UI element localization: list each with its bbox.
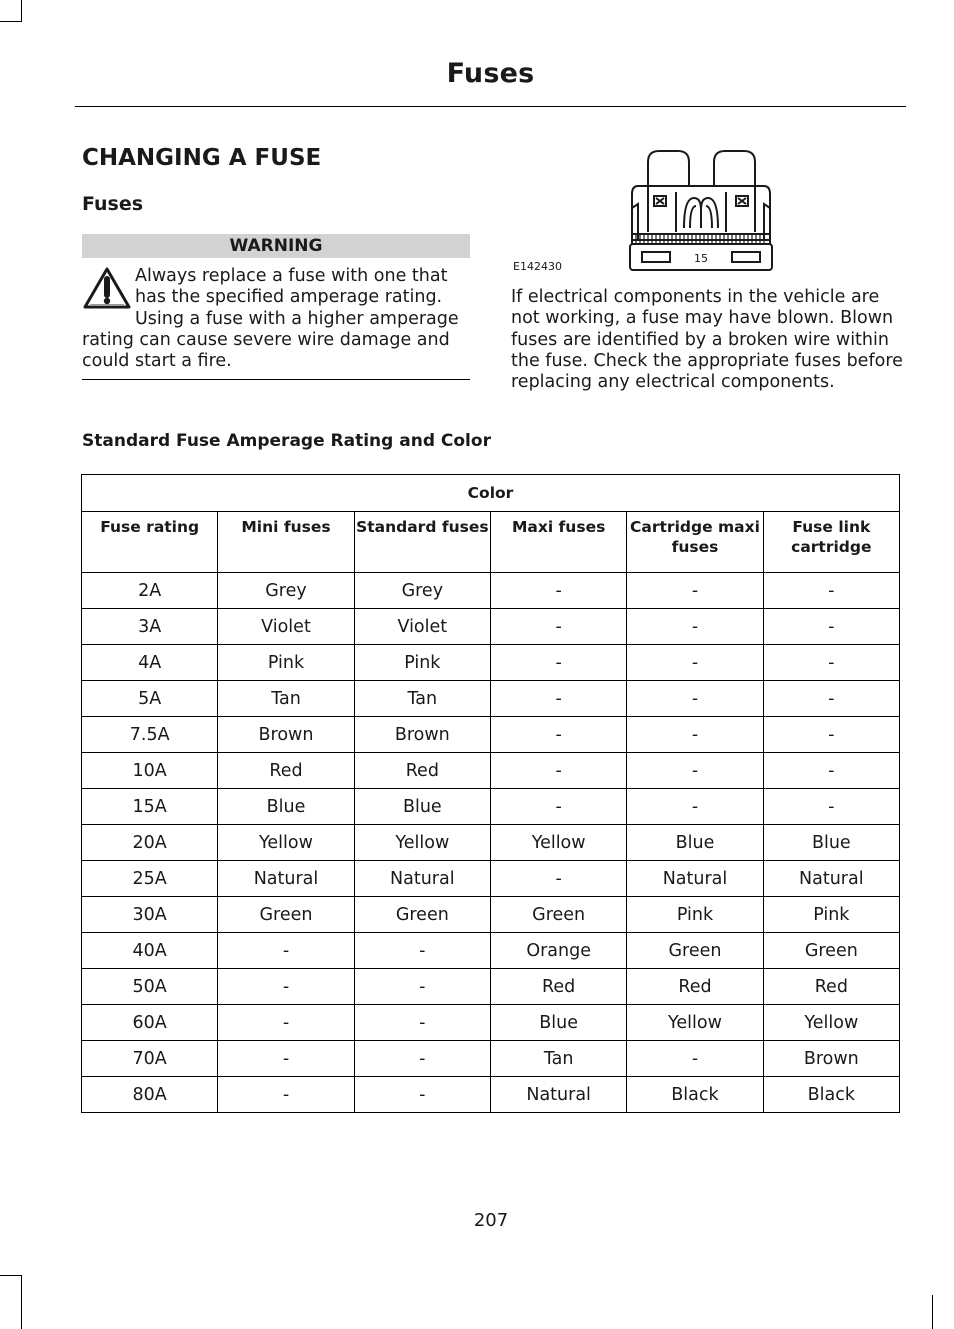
column-header: Maxi fuses bbox=[490, 512, 626, 573]
table-group-header-row bbox=[82, 475, 900, 512]
table-cell: 30A bbox=[82, 897, 218, 933]
table-cell: Pink bbox=[218, 645, 354, 681]
table-cell: 20A bbox=[82, 825, 218, 861]
column-header: Mini fuses bbox=[218, 512, 354, 573]
body-paragraph: If electrical components in the vehicle are not working, a fuse may have blown. Blown fuses are identified by a broken wire within the fuse. Check the appropriate fuses before replacing any electrical components. bbox=[511, 287, 903, 393]
table-cell: Blue bbox=[490, 1005, 626, 1041]
table-cell: - bbox=[627, 681, 763, 717]
table-cell: - bbox=[218, 1041, 354, 1077]
table-cell: Green bbox=[763, 933, 899, 969]
column-header: Standard fuses bbox=[354, 512, 490, 573]
figure-code: E142430 bbox=[513, 260, 562, 273]
table-cell: Pink bbox=[763, 897, 899, 933]
table-cell: Red bbox=[354, 753, 490, 789]
section-heading: CHANGING A FUSE bbox=[82, 145, 322, 171]
table-cell: - bbox=[218, 969, 354, 1005]
table-cell: Yellow bbox=[218, 825, 354, 861]
table-cell: - bbox=[218, 1077, 354, 1113]
table-cell: Brown bbox=[218, 717, 354, 753]
page-number: 207 bbox=[473, 1210, 509, 1231]
table-cell: - bbox=[627, 1041, 763, 1077]
fuse-rating-table bbox=[81, 474, 900, 1113]
table-cell: 60A bbox=[82, 1005, 218, 1041]
table-cell: - bbox=[490, 573, 626, 609]
table-group-header: Color bbox=[82, 475, 900, 512]
table-cell: - bbox=[627, 573, 763, 609]
table-cell: - bbox=[763, 681, 899, 717]
table-row bbox=[82, 717, 900, 753]
warning-text: Always replace a fuse with one that has the specified amperage rating. Using a fuse with a higher amperage rating can cause severe wire damage and could start a fire. bbox=[82, 266, 459, 372]
table-row bbox=[82, 645, 900, 681]
table-title: Standard Fuse Amperage Rating and Color bbox=[82, 431, 491, 451]
page-title: Fuses bbox=[446, 58, 535, 89]
table-cell: Natural bbox=[218, 861, 354, 897]
column-header: Fuse link cartridge bbox=[763, 512, 899, 573]
table-cell: Natural bbox=[763, 861, 899, 897]
table-cell: Blue bbox=[218, 789, 354, 825]
table-cell: Yellow bbox=[763, 1005, 899, 1041]
table-cell: - bbox=[763, 609, 899, 645]
table-row bbox=[82, 1077, 900, 1113]
crop-mark bbox=[932, 1295, 933, 1329]
table-cell: Blue bbox=[627, 825, 763, 861]
table-cell: Yellow bbox=[490, 825, 626, 861]
table-cell: Green bbox=[490, 897, 626, 933]
table-cell: Yellow bbox=[354, 825, 490, 861]
table-row bbox=[82, 969, 900, 1005]
table-header-row bbox=[82, 512, 900, 573]
table-cell: - bbox=[490, 609, 626, 645]
table-cell: Natural bbox=[490, 1077, 626, 1113]
table-cell: Violet bbox=[354, 609, 490, 645]
table-cell: - bbox=[354, 1077, 490, 1113]
column-header: Fuse rating bbox=[82, 512, 218, 573]
table-cell: - bbox=[763, 789, 899, 825]
table-cell: Red bbox=[490, 969, 626, 1005]
table-row bbox=[82, 573, 900, 609]
table-row bbox=[82, 681, 900, 717]
table-cell: 25A bbox=[82, 861, 218, 897]
table-cell: Red bbox=[218, 753, 354, 789]
table-cell: 15A bbox=[82, 789, 218, 825]
table-cell: Black bbox=[627, 1077, 763, 1113]
table-cell: Blue bbox=[763, 825, 899, 861]
table-cell: Grey bbox=[218, 573, 354, 609]
table-cell: - bbox=[218, 933, 354, 969]
table-row bbox=[82, 1041, 900, 1077]
table-cell: 50A bbox=[82, 969, 218, 1005]
table-cell: Pink bbox=[627, 897, 763, 933]
table-cell: - bbox=[354, 1041, 490, 1077]
table-cell: - bbox=[627, 717, 763, 753]
table-cell: Red bbox=[763, 969, 899, 1005]
table-row bbox=[82, 933, 900, 969]
table-cell: 2A bbox=[82, 573, 218, 609]
table-cell: 4A bbox=[82, 645, 218, 681]
table-cell: - bbox=[763, 753, 899, 789]
table-cell: Blue bbox=[354, 789, 490, 825]
table-cell: - bbox=[763, 573, 899, 609]
warning-divider bbox=[82, 379, 470, 380]
table-cell: Black bbox=[763, 1077, 899, 1113]
table-row bbox=[82, 825, 900, 861]
table-row bbox=[82, 609, 900, 645]
table-cell: Yellow bbox=[627, 1005, 763, 1041]
title-divider bbox=[75, 106, 906, 107]
table-cell: - bbox=[490, 717, 626, 753]
table-cell: 80A bbox=[82, 1077, 218, 1113]
table-cell: 40A bbox=[82, 933, 218, 969]
table-row bbox=[82, 753, 900, 789]
table-cell: 10A bbox=[82, 753, 218, 789]
table-cell: Tan bbox=[218, 681, 354, 717]
table-cell: Red bbox=[627, 969, 763, 1005]
table-cell: - bbox=[490, 861, 626, 897]
table-cell: 5A bbox=[82, 681, 218, 717]
table-cell: - bbox=[354, 933, 490, 969]
table-cell: Green bbox=[354, 897, 490, 933]
table-row bbox=[82, 861, 900, 897]
table-cell: Brown bbox=[763, 1041, 899, 1077]
table-cell: - bbox=[763, 717, 899, 753]
table-cell: - bbox=[490, 753, 626, 789]
crop-mark bbox=[0, 1275, 22, 1276]
fuse-number-label: 15 bbox=[694, 252, 708, 265]
column-header: Cartridge maxi fuses bbox=[627, 512, 763, 573]
table-cell: - bbox=[490, 789, 626, 825]
table-cell: Violet bbox=[218, 609, 354, 645]
table-cell: - bbox=[627, 753, 763, 789]
table-cell: Pink bbox=[354, 645, 490, 681]
table-cell: - bbox=[627, 789, 763, 825]
table-cell: - bbox=[354, 969, 490, 1005]
table-cell: 3A bbox=[82, 609, 218, 645]
warning-text-block bbox=[82, 266, 474, 372]
warning-label: WARNING bbox=[82, 234, 470, 258]
table-cell: Brown bbox=[354, 717, 490, 753]
table-cell: - bbox=[354, 1005, 490, 1041]
crop-mark bbox=[0, 21, 22, 22]
table-body bbox=[82, 573, 900, 1113]
table-cell: - bbox=[218, 1005, 354, 1041]
table-cell: Orange bbox=[490, 933, 626, 969]
crop-mark bbox=[21, 1275, 22, 1329]
table-cell: 7.5A bbox=[82, 717, 218, 753]
table-cell: - bbox=[490, 681, 626, 717]
table-cell: 70A bbox=[82, 1041, 218, 1077]
crop-mark bbox=[21, 0, 22, 22]
table-cell: - bbox=[627, 645, 763, 681]
table-cell: - bbox=[627, 609, 763, 645]
table-cell: Tan bbox=[354, 681, 490, 717]
table-cell: Natural bbox=[627, 861, 763, 897]
fuse-illustration bbox=[628, 148, 774, 274]
table-cell: Tan bbox=[490, 1041, 626, 1077]
table-cell: - bbox=[763, 645, 899, 681]
table-row bbox=[82, 897, 900, 933]
table-row bbox=[82, 789, 900, 825]
table-cell: Green bbox=[218, 897, 354, 933]
table-row bbox=[82, 1005, 900, 1041]
table-cell: - bbox=[490, 645, 626, 681]
table-cell: Natural bbox=[354, 861, 490, 897]
table-cell: Grey bbox=[354, 573, 490, 609]
sub-heading: Fuses bbox=[82, 193, 144, 215]
table-cell: Green bbox=[627, 933, 763, 969]
